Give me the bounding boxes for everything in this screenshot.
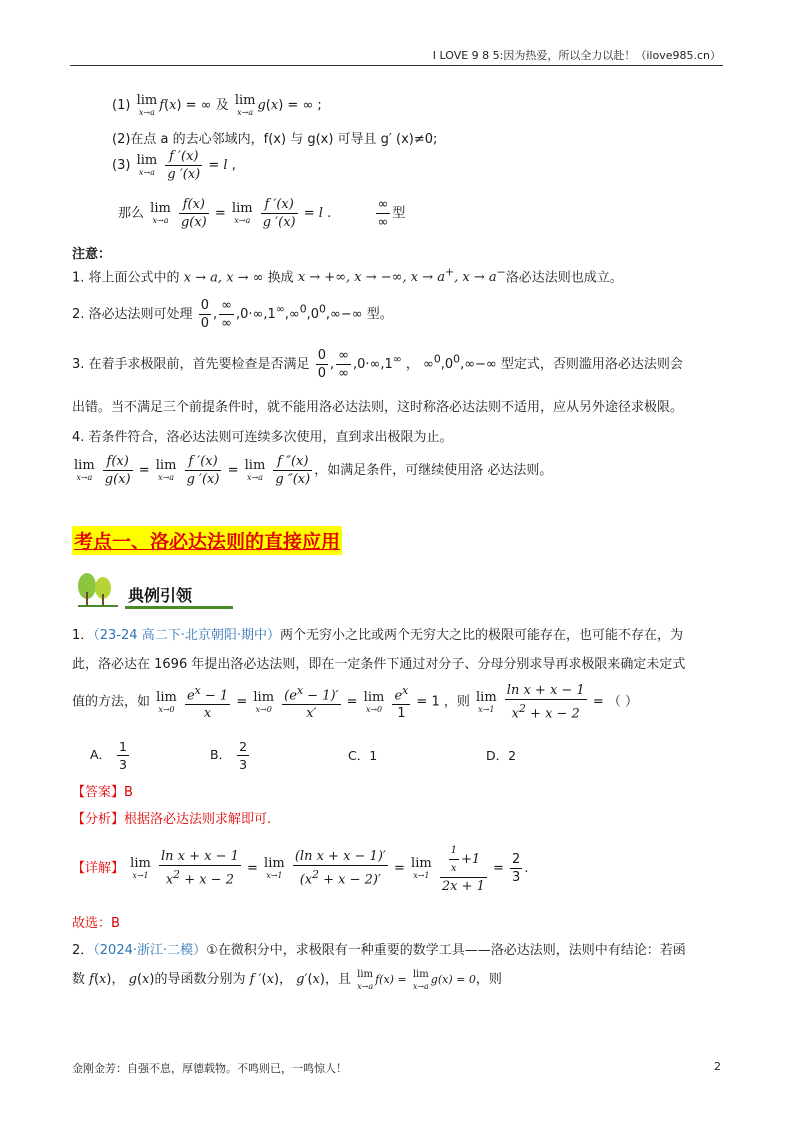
choice-d[interactable]: D．2	[486, 748, 517, 763]
q1-answer: 【答案】B	[72, 785, 133, 800]
q2-source: （2024·浙江·二模）	[93, 943, 207, 958]
notes-title: 注意：	[72, 247, 112, 262]
footer-motto: 金刚金芳：自强不息，厚德载物。不鸣则已，一鸣惊人！	[72, 1062, 347, 1075]
choice-b[interactable]: B． $\frac{2}{3}$	[210, 739, 248, 772]
condition-2: (2)在点 a 的去心邻域内，f(x) 与 g(x) 可导且 g′ (x)≠0;	[112, 132, 438, 147]
q1-analysis: 【分析】根据洛必达法则求解即可.	[72, 812, 272, 827]
note-2: 2. 洛必达法则可处理 $\frac{0}{0}$ , $\frac{\infty}{\infty}$ $,0\cdot\infty,1^\infty,\infty^0,0^0,\infty-\infty$ 型。	[72, 298, 393, 331]
note-1: 1. 将上面公式中的 x → a, x → ∞ 换成 x → +∞, x → −∞, x → a+, x → a−洛必达法则也成立。	[72, 266, 623, 286]
section-title: 考点一、洛必达法则的直接应用	[72, 526, 342, 555]
q1-result: 故选：B	[72, 916, 120, 931]
q1-detail: 【详解】 lim x→1 $\frac{\text{ln x + x − 1}}{x^2 + x - 2}$ = lim x→1 $\frac{\text{(ln x + x − 1)′}}{(x^2 + x - 2)'}$ = lim x→1 $\frac{1}{x}$ +1 2x + 1 = $\frac{2}{3}$ .	[72, 842, 528, 895]
note-4: 4. 若条件符合，洛必达法则可连续多次使用，直到求出极限为止。	[72, 430, 453, 445]
page-number: 2	[714, 1060, 721, 1073]
note-3: 3. 在着手求极限前，首先要检查是否满足 $\frac{0}{0}$ , $\frac{\infty}{\infty}$ ,0·∞,1∞ ， $\infty^0,0^0,\infty-\infty$ 型定式，否则滥用洛必达法则会	[72, 348, 683, 381]
q1-line3: 值的方法，如 lim x→0 $\frac{e^x - 1}{x}$ = lim x→0 $\frac{(e^x - 1)'}{x'}$ = lim x→0 $\frac{e^x}{1}$ = 1 ，则 lim x→1 $\frac{\text{ln x + x − 1}}{x^2 + x - 2}$ = （ ）	[72, 683, 639, 722]
header-divider	[70, 65, 723, 66]
note-4-formula: lim x→a $\frac{f(x)}{g(x)}$ = lim x→a $\frac{f '(x)}{g '(x)}$ = lim x→a $\frac{f ''(x)}{g ''(x)}$ ，如满足条件，可继续使用洛 必达法则。	[74, 454, 553, 487]
choice-a[interactable]: A． $\frac{1}{3}$	[90, 739, 127, 772]
q1-line2: 此，洛必达在 1696 年提出洛必达法则，即在一定条件下通过对分子、分母分别求导再求极限来确定未定式	[72, 657, 686, 672]
condition-1: (1) lim x→a f(x) = ∞ 及 lim x→a g(x) = ∞ ;	[112, 93, 322, 117]
tag-label: 典例引领	[128, 586, 193, 605]
q2-line1: 2．（2024·浙江·二模）①在微积分中，求极限有一种重要的数学工具——洛必达法则，法则中有结论：若函	[72, 943, 686, 958]
tree-icon	[74, 572, 122, 612]
choice-c[interactable]: C．1	[348, 748, 378, 763]
condition-3: (3) lim x→a $\frac{f '(x)}{g '(x)}$ = l ,	[112, 149, 236, 182]
tag-underline	[125, 606, 233, 609]
note-3-line2: 出错。当不满足三个前提条件时，就不能用洛必达法则，这时称洛必达法则不适用，应从另外途径求极限。	[72, 400, 684, 415]
q2-line2: 数 f(x)， g(x)的导函数分别为 f ′(x)， g′(x)，且 lim x→a f(x) = lim x→a g(x) = 0，则	[72, 969, 502, 991]
q1-line1: 1．（23-24 高二下·北京朝阳·期中）两个无穷小之比或两个无穷大之比的极限可能存在，也可能不存在，为	[72, 628, 683, 643]
lhopital-conclusion: 那么 lim x→a $\frac{f(x)}{g(x)}$ = lim x→a $\frac{f '(x)}{g '(x)}$ = l . $\frac{\infty}{\infty}$ 型	[118, 197, 406, 230]
q1-source: （23-24 高二下·北京朝阳·期中）	[93, 628, 280, 643]
page-header: I LOVE 9 8 5:因为热爱，所以全力以赴！（ilove985.cn）	[432, 49, 721, 62]
